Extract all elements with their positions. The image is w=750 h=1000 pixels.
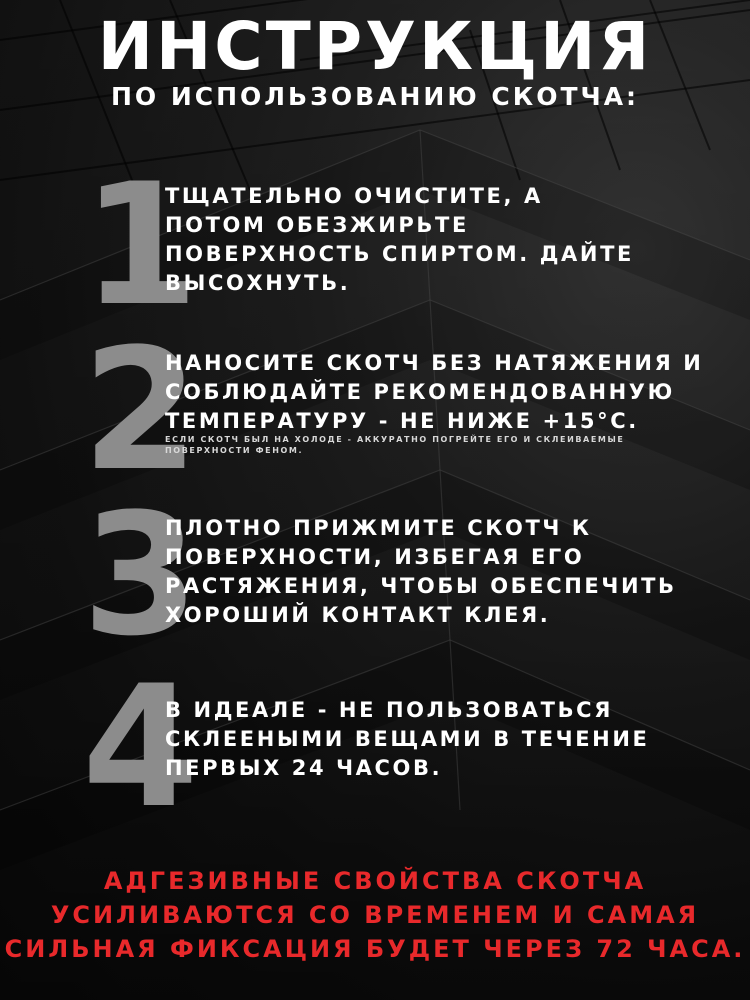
step-4-number: 4 <box>82 649 195 845</box>
footer-note: АДГЕЗИВНЫЕ СВОЙСТВА СКОТЧА УСИЛИВАЮТСЯ СО ВРЕМЕНЕМ И САМАЯ СИЛЬНАЯ ФИКСАЦИЯ БУДЕТ ЧЕРЕЗ 72 ЧАСА. <box>4 867 746 963</box>
step-3-number: 3 <box>82 477 195 673</box>
step-2-text: НАНОСИТЕ СКОТЧ БЕЗ НАТЯЖЕНИЯ И СОБЛЮДАЙТЕ РЕКОМЕНДОВАННУЮ ТЕМПЕРАТУРУ - НЕ НИЖЕ +15°С. <box>165 351 704 433</box>
step-2-number: 2 <box>82 312 195 508</box>
page-subtitle: ПО ИСПОЛЬЗОВАНИЮ СКОТЧА: <box>110 82 640 111</box>
step-3-text: ПЛОТНО ПРИЖМИТЕ СКОТЧ К ПОВЕРХНОСТИ, ИЗБЕГАЯ ЕГО РАСТЯЖЕНИЯ, ЧТОБЫ ОБЕСПЕЧИТЬ ХОРОШИЙ КОНТАКТ КЛЕЯ. <box>165 516 677 627</box>
step-4-text: В ИДЕАЛЕ - НЕ ПОЛЬЗОВАТЬСЯ СКЛЕЕНЫМИ ВЕЩАМИ В ТЕЧЕНИЕ ПЕРВЫХ 24 ЧАСОВ. <box>165 698 650 780</box>
page-title: ИНСТРУКЦИЯ <box>97 8 653 85</box>
step-2-note: ЕСЛИ СКОТЧ БЫЛ НА ХОЛОДЕ - АККУРАТНО ПОГРЕЙТЕ ЕГО И СКЛЕИВАЕМЫЕ ПОВЕРХНОСТИ ФЕНОМ. <box>165 435 625 455</box>
step-1-text: ТЩАТЕЛЬНО ОЧИСТИТЕ, А ПОТОМ ОБЕЗЖИРЬТЕ ПОВЕРХНОСТЬ СПИРТОМ. ДАЙТЕ ВЫСОХНУТЬ. <box>165 184 634 295</box>
step-1-number: 1 <box>82 147 195 343</box>
